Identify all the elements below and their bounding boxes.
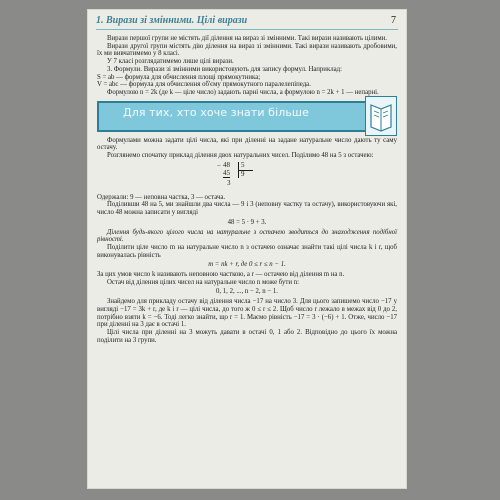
- long-division: [97, 162, 397, 192]
- textbook-page: [88, 10, 406, 488]
- book-icon: [365, 96, 397, 136]
- paragraph: Поділити ціле число m на натуральне число n з остачею означає знайти такі цілі числа k і r, щоб виконувалась рівність: [97, 243, 397, 259]
- paragraph: Ділення будь-якого цілого числа на натуральне з остачею зводиться до знаходження подібної рівності.: [97, 228, 397, 244]
- paragraph: Остач від ділення цілих чисел на натуральне число n може бути n:: [107, 278, 300, 286]
- running-header: [96, 15, 398, 30]
- extra-knowledge-banner: [97, 101, 397, 132]
- equation: 0, 1, 2, ..., n − 2, n − 1.: [215, 288, 279, 296]
- division-quotient: 9: [238, 170, 253, 179]
- division-dividend: 48: [223, 160, 230, 169]
- paragraph: Знайдемо для прикладу остачу від ділення числа −17 на число 3. Для цього запишемо число −17 у вигляді −17 = 3k + r, де k і r — цілі числа, до того ж 0 ≤ r ≤ 2. Щоб число r лежало в межах від 0 до 2, потрібно взяти k = −6. Тоді легко знайти, що r = 1. Маємо рівність −17 = 3 · (−6) + 1. Отже, число −17 при діленні на 3 дає в остачі 1.: [97, 298, 397, 329]
- division-subtract: 45: [223, 168, 230, 177]
- division-divisor: 5: [238, 162, 245, 178]
- division-remainder: 3: [227, 178, 231, 187]
- equation: 48 = 5 · 9 + 3.: [227, 218, 267, 226]
- paragraph: За цих умов число k називають неповною часткою, а r — остачею від ділення m на n.: [97, 271, 345, 279]
- paragraph: Поділивши 48 на 5, ми знайшли два числа — 9 і 3 (неповну частку та остачу), використовуючи які, число 48 можна записати у вигляді: [97, 201, 397, 217]
- paragraph: Формулою n = 2k (де k — ціле число) задають парні числа, а формулою n = 2k + 1 — непарні.: [107, 88, 379, 96]
- section-formulas: 3. Формули. Вирази зі змінними використовують для запису формул. Наприклад:: [107, 65, 343, 73]
- page-body: [97, 35, 397, 344]
- paragraph: Розглянемо спочатку приклад ділення двох натуральних чисел. Поділимо 48 на 5 з остачею:: [107, 152, 374, 160]
- page-number: 7: [391, 15, 396, 26]
- paragraph: Формулами можна задати цілі числа, які при діленні на задане натуральне число дають ту саму остачу.: [97, 136, 397, 152]
- paragraph: Цілі числа при діленні на 3 можуть давати в остачі 0, 1 або 2. Відповідно до цього їх можна поділити на 3 групи.: [97, 328, 397, 344]
- paragraph: Вирази першої групи не містять дії ділення на вираз зі змінними. Такі вирази називають цілими.: [107, 35, 388, 42]
- paragraph: У 7 класі розглядатимемо лише цілі вирази.: [107, 58, 234, 66]
- formula-volume: V = abc — формула для обчислення об'єму прямокутного паралелепіпеда.: [97, 81, 311, 89]
- paragraph: Вирази другої групи містять дію ділення на вираз зі змінними. Такі вирази називають дробовими, їх ми вивчатимемо у 8 класі.: [97, 42, 397, 58]
- header-title: 1. Вирази зі змінними. Цілі вирази: [96, 15, 248, 26]
- banner-title: Для тих, хто хоче знати більше: [123, 105, 309, 119]
- paragraph: Одержали: 9 — неповна частка, 3 — остача.: [97, 193, 226, 201]
- formula-area: S = ab — формула для обчислення площі прямокутника;: [97, 73, 261, 81]
- minus-sign: −: [217, 161, 221, 170]
- equation: m = nk + r, де 0 ≤ r ≤ n − 1.: [208, 261, 286, 269]
